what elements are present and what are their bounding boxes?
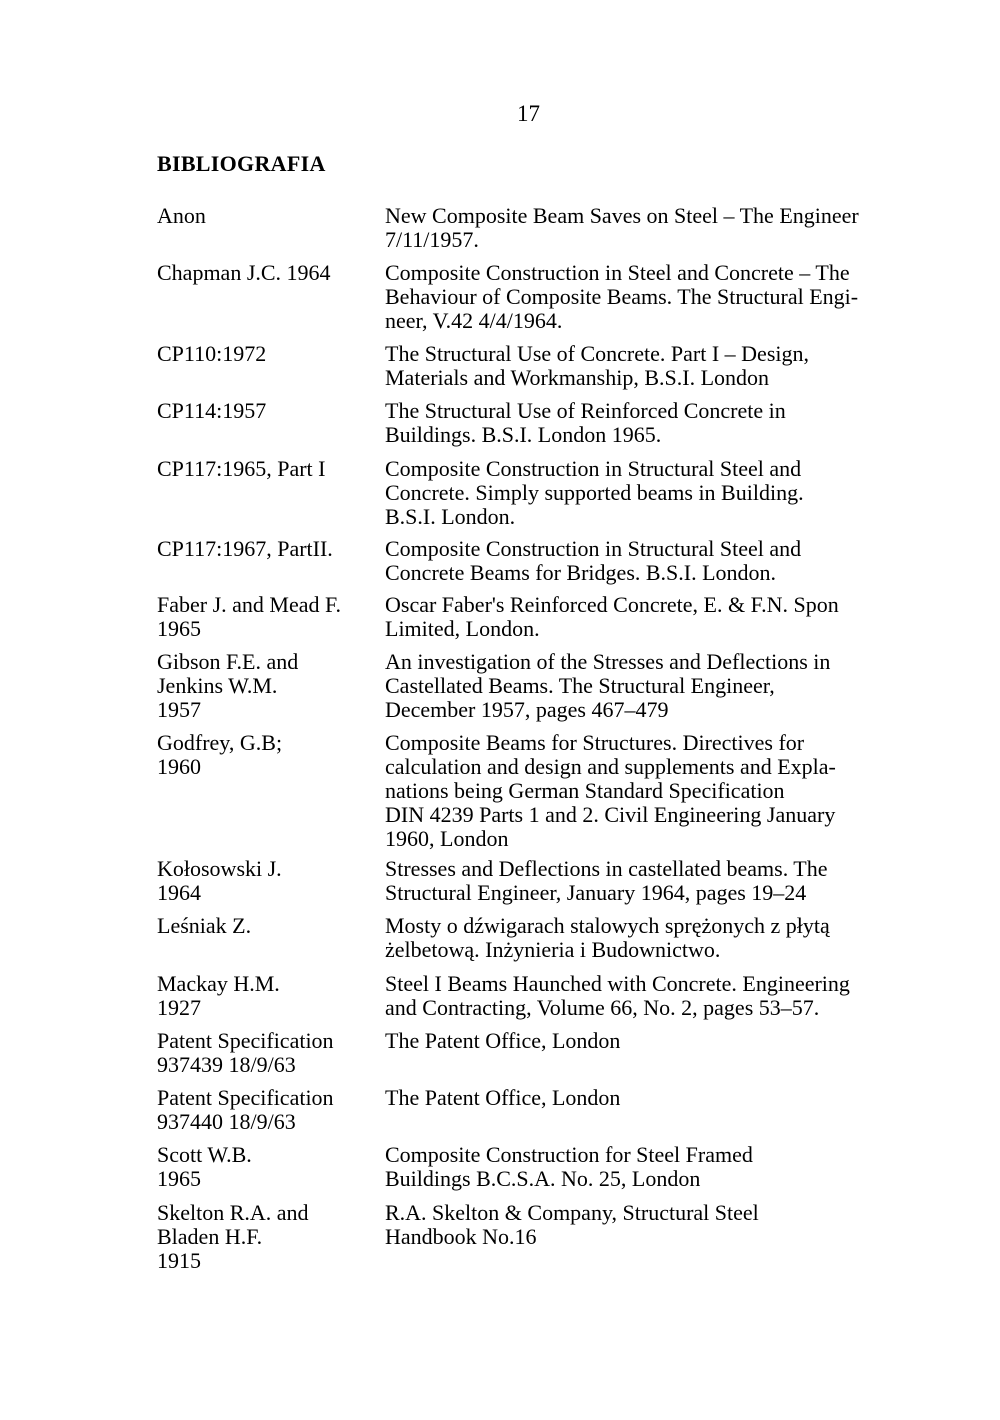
entry-reference: The Structural Use of Concrete. Part I – Design, Materials and Workmanship, B.S.I. London bbox=[385, 341, 809, 390]
entry-author: CP114:1957 bbox=[157, 398, 267, 423]
entry-reference: The Patent Office, London bbox=[385, 1028, 621, 1053]
entry-author: CP117:1967, PartII. bbox=[157, 536, 333, 561]
entry-author: CP110:1972 bbox=[157, 341, 267, 366]
entry-reference: Composite Beams for Structures. Directives for calculation and design and supplements and Expla- nations being German Standard Specification DIN 4239 Parts 1 and 2. Civil Engineering January 1960, London bbox=[385, 730, 836, 851]
entry-reference: Mosty o dźwigarach stalowych sprężonych z płytą żelbetową. Inżynieria i Budownictwo. bbox=[385, 913, 830, 962]
page-number: 17 bbox=[517, 101, 540, 126]
entry-reference: R.A. Skelton & Company, Structural Steel Handbook No.16 bbox=[385, 1200, 759, 1249]
entry-reference: New Composite Beam Saves on Steel – The Engineer 7/11/1957. bbox=[385, 203, 859, 252]
entry-reference: Steel I Beams Haunched with Concrete. Engineering and Contracting, Volume 66, No. 2, pages 53–57. bbox=[385, 971, 850, 1020]
entry-reference: Oscar Faber's Reinforced Concrete, E. & F.N. Spon Limited, London. bbox=[385, 592, 839, 641]
entry-author: CP117:1965, Part I bbox=[157, 456, 326, 481]
entry-author: Anon bbox=[157, 203, 206, 228]
entry-reference: The Patent Office, London bbox=[385, 1085, 621, 1110]
page-title: BIBLIOGRAFIA bbox=[157, 151, 326, 176]
entry-author: Scott W.B. 1965 bbox=[157, 1142, 252, 1191]
entry-author: Chapman J.C. 1964 bbox=[157, 260, 331, 285]
entry-author: Patent Specification 937440 18/9/63 bbox=[157, 1085, 334, 1134]
entry-author: Mackay H.M. 1927 bbox=[157, 971, 280, 1020]
entry-author: Kołosowski J. 1964 bbox=[157, 856, 282, 905]
entry-author: Godfrey, G.B; 1960 bbox=[157, 730, 283, 779]
entry-author: Gibson F.E. and Jenkins W.M. 1957 bbox=[157, 649, 299, 722]
entry-reference: Stresses and Deflections in castellated beams. The Structural Engineer, January 1964, pages 19–24 bbox=[385, 856, 828, 905]
entry-reference: Composite Construction in Steel and Concrete – The Behaviour of Composite Beams. The Structural Engi- neer, V.42 4/4/1964. bbox=[385, 260, 859, 333]
entry-author: Faber J. and Mead F. 1965 bbox=[157, 592, 341, 641]
entry-author: Skelton R.A. and Bladen H.F. 1915 bbox=[157, 1200, 309, 1273]
entry-reference: Composite Construction in Structural Steel and Concrete. Simply supported beams in Building. B.S.I. London. bbox=[385, 456, 804, 529]
entry-author: Patent Specification 937439 18/9/63 bbox=[157, 1028, 334, 1077]
entry-reference: An investigation of the Stresses and Deflections in Castellated Beams. The Structural Engineer, December 1957, pages 467–479 bbox=[385, 649, 831, 722]
entry-reference: The Structural Use of Reinforced Concrete in Buildings. B.S.I. London 1965. bbox=[385, 398, 786, 447]
entry-reference: Composite Construction for Steel Framed Buildings B.C.S.A. No. 25, London bbox=[385, 1142, 753, 1191]
entry-reference: Composite Construction in Structural Steel and Concrete Beams for Bridges. B.S.I. London. bbox=[385, 536, 802, 585]
entry-author: Leśniak Z. bbox=[157, 913, 252, 938]
